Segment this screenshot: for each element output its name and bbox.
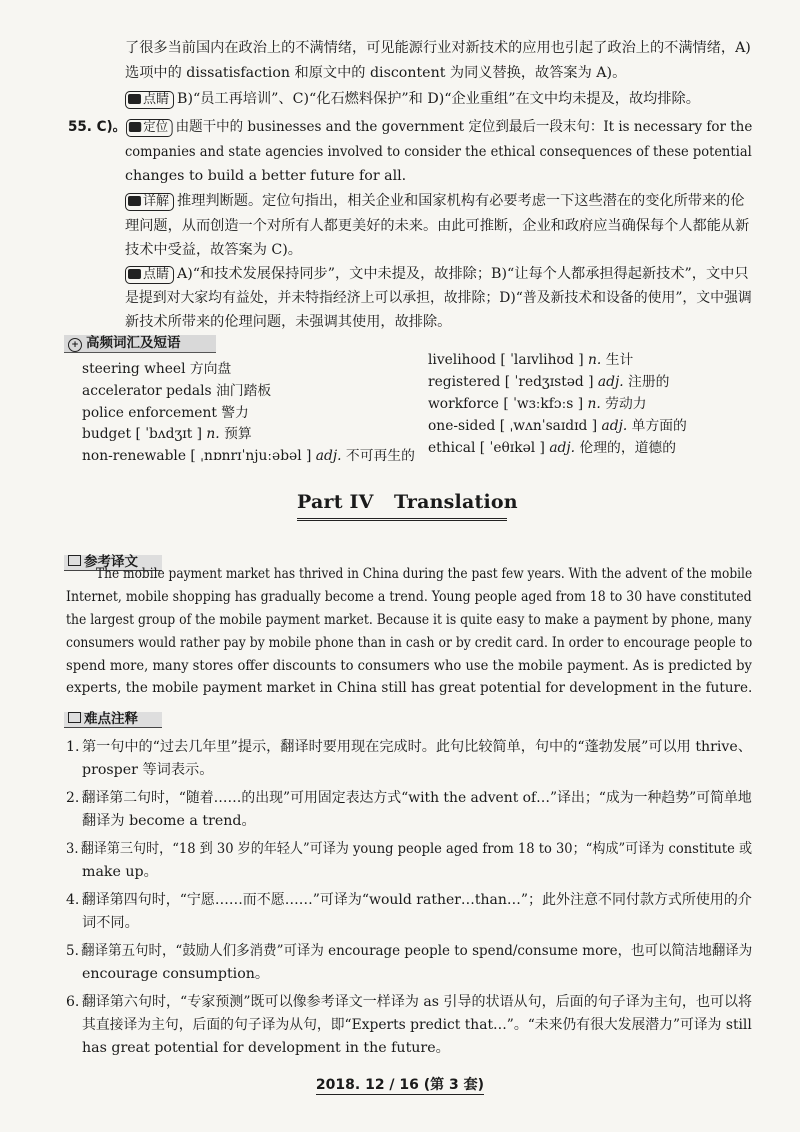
note-item xyxy=(66,736,752,758)
vocab-phonetic: [ ˈwɜːkfɔːs ] xyxy=(503,396,584,412)
vocab-word: budget xyxy=(82,426,132,442)
note-text-line: make up。 xyxy=(82,864,158,880)
folder-icon xyxy=(128,196,141,206)
note-text: 翻译第五句时，“鼓励人们多消费”可译为 encourage people to spend/consume more，也可以简洁地翻译为 xyxy=(81,943,753,959)
note-item xyxy=(66,838,752,860)
vocab-pos: adj. xyxy=(597,374,624,390)
answer-text-line: 了很多当前国内在政治上的不满情绪，可见能源行业对新技术的应用也引起了政治上的不满情绪，A) xyxy=(125,40,751,56)
reference-line: the largest group of the mobile payment market. Because it is quite easy to make a payment by phone, many xyxy=(66,612,752,628)
folder-icon xyxy=(129,122,141,132)
note-text: 第一句中的“过去几年里”提示，翻译时要用现在完成时。此句比较简单，句中的“蓬勃发展”可以用 thrive、 xyxy=(81,739,752,755)
vocab-pos: n. xyxy=(588,352,602,368)
vocab-meaning: 警力 xyxy=(221,405,249,421)
note-text-line: 词不同。 xyxy=(82,915,139,931)
dingwei-text-line: companies and state agencies involved to consider the ethical consequences of these potential xyxy=(125,144,752,160)
vocab-item xyxy=(82,424,252,444)
vocab-word: livelihood xyxy=(428,352,496,368)
note-text-line: prosper 等词表示。 xyxy=(82,762,214,778)
dingwei-tag xyxy=(126,119,173,137)
vocab-phonetic: [ ˈbʌdʒɪt ] xyxy=(135,426,203,442)
dianjing-text-line: 是提到对大家均有益处，并未特指经济上可以承担，故排除；D)“普及新技术和设备的使用”，文中强调 xyxy=(125,290,752,306)
vocab-phonetic: [ ˌnɒnrɪˈnjuːəbəl ] xyxy=(190,448,312,464)
note-number: 6. xyxy=(66,994,80,1010)
vocab-item xyxy=(82,359,231,379)
vocab-pos: n. xyxy=(206,426,220,442)
answer-text-line: 选项中的 dissatisfaction 和原文中的 discontent 为同义替换，故答案为 A)。 xyxy=(125,65,627,81)
vocab-pos: adj. xyxy=(315,448,342,464)
book-icon xyxy=(68,712,81,723)
note-item xyxy=(66,889,752,911)
vocab-item xyxy=(428,416,687,436)
dianjing-line xyxy=(125,89,700,109)
vocab-item xyxy=(428,394,647,414)
vocab-phonetic: [ ˈredʒɪstəd ] xyxy=(504,374,594,390)
note-text-line: 其直接译为主句，后面的句子译为从句，即“Experts predict that…”。“未来仍有很大发展潜力”可译为 still xyxy=(82,1017,752,1033)
vocab-meaning: 生计 xyxy=(605,352,634,368)
note-text-line: has great potential for development in the future。 xyxy=(82,1040,450,1056)
vocab-meaning: 劳动力 xyxy=(605,396,647,412)
note-item xyxy=(66,991,752,1013)
xiangjie-tag xyxy=(125,193,174,211)
dianjing-line xyxy=(125,264,749,284)
vocab-meaning: 注册的 xyxy=(628,374,670,390)
vocab-phonetic: [ ˈlaɪvlihʊd ] xyxy=(500,352,584,368)
note-number: 3. xyxy=(66,841,79,857)
vocab-item xyxy=(82,381,271,401)
xiangjie-text-line: 理问题，从而创造一个对所有人都更美好的未来。由此可推断，企业和政府应当确保每个人都能从新 xyxy=(125,218,750,234)
vocab-item xyxy=(82,446,415,466)
vocab-phonetic: [ ˈeθɪkəl ] xyxy=(479,440,545,456)
vocab-meaning: 油门踏板 xyxy=(216,383,272,399)
dianjing-text: A)“和技术发展保持同步”，文中未提及，故排除；B)“让每个人都承担得起新技术”，文中只 xyxy=(177,266,749,282)
vocab-item xyxy=(82,403,249,423)
vocab-word: workforce xyxy=(428,396,499,412)
vocab-word: police enforcement xyxy=(82,405,217,421)
folder-icon xyxy=(128,94,141,104)
note-text: 翻译第四句时，“宁愿……而不愿……”可译为“would rather…than…”；此外注意不同付款方式所使用的介 xyxy=(81,892,752,908)
note-text: 翻译第三句时，“18 到 30 岁的年轻人”可译为 young people aged from 18 to 30；“构成”可译为 constitute 或 xyxy=(80,841,753,857)
vocab-word: non-renewable xyxy=(82,448,186,464)
reference-line: experts, the mobile payment market in China still has great potential for development in the future. xyxy=(66,680,753,696)
vocab-word: steering wheel xyxy=(82,361,186,377)
vocab-meaning: 伦理的，道德的 xyxy=(579,440,677,456)
dianjing-tag xyxy=(125,91,174,109)
vocab-word: registered xyxy=(428,374,501,390)
vocab-word: one-sided xyxy=(428,418,496,434)
book-icon xyxy=(68,555,81,566)
reference-line: The mobile payment market has thrived in China during the past few years. With the advent of the mobile xyxy=(96,566,753,582)
note-number: 5. xyxy=(66,943,79,959)
dianjing-tag xyxy=(125,266,174,284)
tag-label: 点睛 xyxy=(143,267,170,282)
note-number: 1. xyxy=(66,739,80,755)
reference-line: spend more, many stores offer discounts to consumers who use the mobile payment. As is predicted by xyxy=(66,658,752,674)
vocab-phonetic: [ ˌwʌnˈsaɪdɪd ] xyxy=(499,418,598,434)
vocab-pos: n. xyxy=(587,396,601,412)
vocab-pos: adj. xyxy=(549,440,576,456)
vocab-word: accelerator pedals xyxy=(82,383,212,399)
vocab-meaning: 方向盘 xyxy=(189,361,232,377)
dingwei-text: 由题干中的 businesses and the government 定位到最后一段末句：It is necessary for the xyxy=(175,119,753,135)
vocab-pos: adj. xyxy=(601,418,628,434)
reference-heading-label: 参考译文 xyxy=(84,554,138,570)
dingwei-text-line: changes to build a better future for all. xyxy=(125,168,407,184)
xiangjie-text: 推理判断题。定位句指出，相关企业和国家机构有必要考虑一下这些潜在的变化所带来的伦 xyxy=(177,193,745,209)
tag-label: 详解 xyxy=(143,194,170,209)
dianjing-text-line: 新技术所带来的伦理问题，未强调其使用，故排除。 xyxy=(125,314,452,330)
footer-text: 2018. 12 / 16 (第 3 套) xyxy=(315,1077,485,1093)
xiangjie-text-line: 技术中受益，故答案为 C)。 xyxy=(125,242,302,258)
dianjing-text: B)“员工再培训”、C)“化石燃料保护”和 D)“企业重组”在文中均未提及，故均排除。 xyxy=(177,91,700,107)
note-text: 翻译第六句时，“专家预测”既可以像参考译文一样译为 as 引导的状语从句，后面的句子译为主句，也可以将 xyxy=(81,994,753,1010)
vocab-meaning: 单方面的 xyxy=(631,418,687,434)
q55-dingwei-line xyxy=(68,117,752,137)
tag-label: 点睛 xyxy=(143,92,170,107)
note-number: 4. xyxy=(66,892,80,908)
note-text: 翻译第二句时，“随着……的出现”可用固定表达方式“with the advent of…”译出；“成为一种趋势”可简单地 xyxy=(81,790,752,806)
vocab-word: ethical xyxy=(428,440,476,456)
notes-heading xyxy=(64,712,162,728)
plus-circle-icon: + xyxy=(68,338,82,352)
reference-line: consumers would rather pay by mobile phone than in cash or by credit card. In order to encourage people to xyxy=(66,635,753,651)
xiangjie-line xyxy=(125,191,745,211)
vocab-item xyxy=(428,372,669,392)
vocab-item xyxy=(428,438,676,458)
note-text-line: encourage consumption。 xyxy=(82,966,270,982)
note-text-line: 翻译为 become a trend。 xyxy=(82,813,256,829)
vocab-item xyxy=(428,350,633,370)
folder-icon xyxy=(128,269,141,279)
note-item xyxy=(66,940,752,962)
part-title: Part IV Translation xyxy=(297,488,507,521)
tag-label: 定位 xyxy=(143,120,169,135)
note-item xyxy=(66,787,752,809)
note-number: 2. xyxy=(66,790,80,806)
vocab-meaning: 不可再生的 xyxy=(345,448,415,464)
reference-line: Internet, mobile shopping has gradually become a trend. Young people aged from 18 to 30 have constituted xyxy=(66,589,752,605)
notes-heading-label: 难点注释 xyxy=(84,711,138,727)
vocab-meaning: 预算 xyxy=(224,426,252,442)
page-footer xyxy=(0,1074,800,1094)
question-number: 55. C)。 xyxy=(68,119,127,135)
vocab-heading xyxy=(64,335,216,353)
vocab-heading-label: 高频词汇及短语 xyxy=(86,335,181,351)
